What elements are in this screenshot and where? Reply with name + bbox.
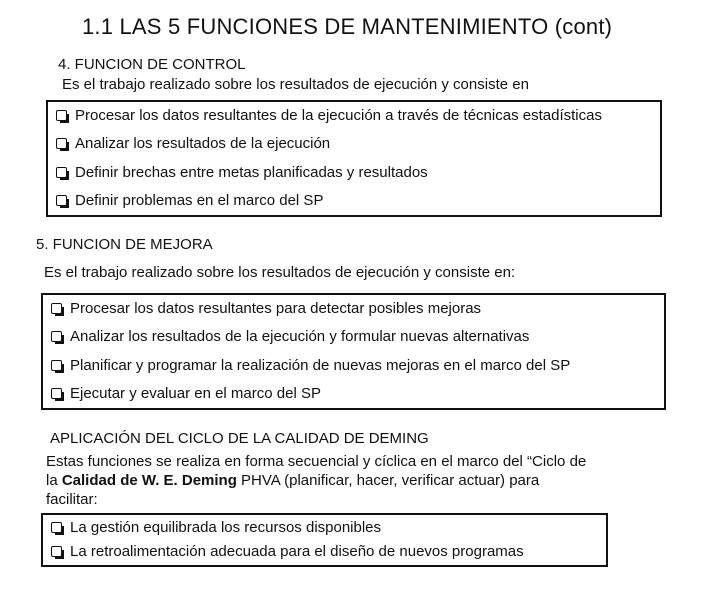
list-item-text: Procesar los datos resultantes de la ejecución a través de técnicas estadísticas <box>75 107 602 124</box>
deming-line-3: facilitar: <box>46 491 98 508</box>
list-item-text: Ejecutar y evaluar en el marco del SP <box>70 385 321 402</box>
list-item-text: Definir problemas en el marco del SP <box>75 192 324 209</box>
deming-name: Calidad de W. E. Deming <box>61 472 237 489</box>
list-item <box>49 543 524 560</box>
checkbox-bullet-icon <box>56 110 67 121</box>
checkbox-bullet-icon <box>51 360 62 371</box>
checkbox-bullet-icon <box>56 195 67 206</box>
list-item <box>54 135 330 152</box>
list-item-text: Definir brechas entre metas planificadas y resultados <box>75 164 428 181</box>
section-5-intro: Es el trabajo realizado sobre los resultados de ejecución y consiste en: <box>44 264 516 281</box>
list-item-text: Planificar y programar la realización de nuevas mejoras en el marco del SP <box>70 357 571 374</box>
page-title: 1.1 LAS 5 FUNCIONES DE MANTENIMIENTO (cont) <box>82 14 613 39</box>
checkbox-bullet-icon <box>51 303 62 314</box>
deming-line-1: Estas funciones se realiza en forma secuencial y cíclica en el marco del “Ciclo de <box>46 453 587 470</box>
list-item-text: La retroalimentación adecuada para el diseño de nuevos programas <box>70 543 524 560</box>
checkbox-bullet-icon <box>51 522 62 533</box>
list-item <box>54 164 428 181</box>
section-4-list <box>46 100 662 217</box>
deming-line-2 <box>46 472 539 489</box>
list-item-text: Analizar los resultados de la ejecución <box>75 135 331 152</box>
deming-line-2-post: PHVA (planificar, hacer, verificar actuar) para <box>236 472 540 489</box>
checkbox-bullet-icon <box>51 388 62 399</box>
section-4-heading: 4. FUNCION DE CONTROL <box>58 56 246 73</box>
list-item <box>54 107 602 124</box>
list-item-text: Procesar los datos resultantes para detectar posibles mejoras <box>70 300 482 317</box>
section-5-list <box>41 293 666 410</box>
list-item-text: La gestión equilibrada los recursos disponibles <box>70 519 382 536</box>
section-5-heading: 5. FUNCION DE MEJORA <box>36 236 213 253</box>
checkbox-bullet-icon <box>56 138 67 149</box>
list-item <box>49 519 381 536</box>
deming-line-2-pre: la <box>46 472 62 489</box>
list-item <box>49 385 321 402</box>
section-4-intro: Es el trabajo realizado sobre los resultados de ejecución y consiste en <box>62 76 529 93</box>
deming-heading: APLICACIÓN DEL CICLO DE LA CALIDAD DE DEMING <box>50 430 429 447</box>
list-item <box>49 328 529 345</box>
checkbox-bullet-icon <box>51 331 62 342</box>
list-item-text: Analizar los resultados de la ejecución y formular nuevas alternativas <box>70 328 530 345</box>
checkbox-bullet-icon <box>56 167 67 178</box>
list-item <box>49 300 481 317</box>
deming-list <box>41 513 608 567</box>
checkbox-bullet-icon <box>51 546 62 557</box>
list-item <box>49 357 570 374</box>
list-item <box>54 192 323 209</box>
